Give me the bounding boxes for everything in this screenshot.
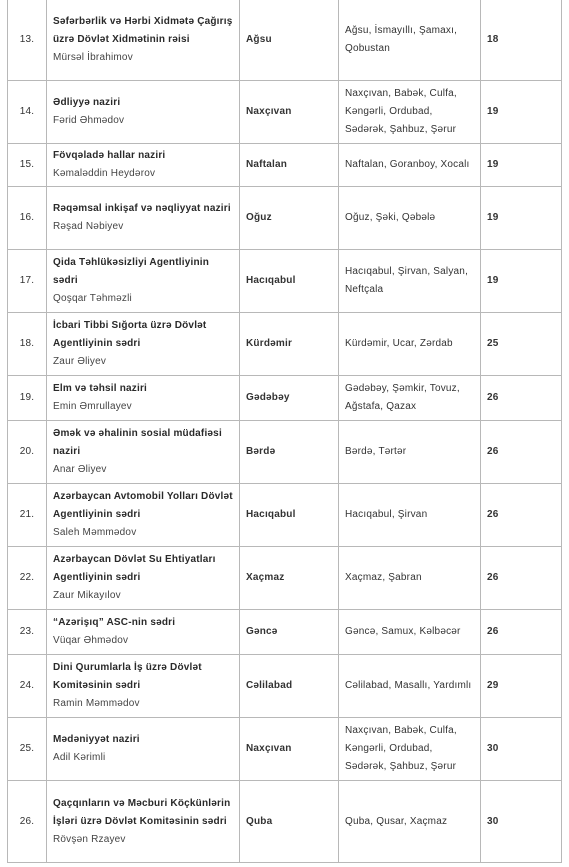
count-cell: 19 [481, 250, 562, 313]
official-position: Azərbaycan Avtomobil Yolları Dövlət Agentliyinin sədri [53, 491, 233, 520]
official-position: Fövqəladə hallar naziri [53, 150, 166, 161]
official-position: Azərbaycan Dövlət Su Ehtiyatları Agentliyinin sədri [53, 554, 216, 583]
official-name: Mürsəl İbrahimov [53, 51, 133, 63]
count-cell: 30 [481, 781, 562, 863]
table-row [8, 421, 562, 484]
district-cell: Kürdəmir [240, 313, 339, 376]
table-row [8, 250, 562, 313]
official-name: Anar Əliyev [53, 464, 107, 475]
district-cell: Xaçmaz [240, 547, 339, 610]
regions-cell: Cəlilabad, Masallı, Yardımlı [339, 655, 481, 718]
official-cell [47, 376, 240, 421]
district-cell: Hacıqabul [240, 484, 339, 547]
row-number: 17. [8, 250, 47, 313]
district-cell: Oğuz [240, 187, 339, 250]
table-row [8, 0, 562, 81]
official-name: Ramin Məmmədov [53, 698, 140, 709]
count-cell: 19 [481, 81, 562, 144]
count-cell: 19 [481, 144, 562, 187]
count-cell: 29 [481, 655, 562, 718]
district-cell: Gəncə [240, 610, 339, 655]
district-cell: Naxçıvan [240, 718, 339, 781]
row-number: 15. [8, 144, 47, 187]
regions-cell: Bərdə, Tərtər [339, 421, 481, 484]
official-cell [47, 187, 240, 250]
official-name: Zaur Əliyev [53, 356, 107, 367]
count-cell: 18 [481, 0, 562, 81]
regions-cell: Kürdəmir, Ucar, Zərdab [339, 313, 481, 376]
official-cell [47, 655, 240, 718]
official-position: İcbari Tibbi Sığorta üzrə Dövlət Agentliyinin sədri [53, 320, 207, 349]
count-cell: 26 [481, 610, 562, 655]
row-number: 22. [8, 547, 47, 610]
official-cell [47, 313, 240, 376]
regions-cell: Gədəbəy, Şəmkir, Tovuz, Ağstafa, Qazax [339, 376, 481, 421]
district-cell: Cəlilabad [240, 655, 339, 718]
official-position: Qida Təhlükəsizliyi Agentliyinin sədri [53, 257, 210, 286]
row-number: 14. [8, 81, 47, 144]
row-number: 26. [8, 781, 47, 863]
official-name: Adil Kərimli [53, 752, 106, 763]
row-number: 21. [8, 484, 47, 547]
official-name: Zaur Mikayılov [53, 590, 121, 601]
official-name: Fərid Əhmədov [53, 115, 125, 126]
regions-cell: Naxçıvan, Babək, Culfa, Kəngərli, Ordubad, Sədərək, Şahbuz, Şərur [339, 81, 481, 144]
row-number: 19. [8, 376, 47, 421]
regions-cell: Ağsu, İsmayıllı, Şamaxı, Qobustan [339, 0, 481, 81]
official-name: Saleh Məmmədov [53, 527, 137, 538]
table-row [8, 187, 562, 250]
official-cell [47, 81, 240, 144]
official-name: Emin Əmrullayev [53, 401, 132, 412]
official-cell [47, 718, 240, 781]
official-name: Qoşqar Təhməzli [53, 293, 132, 304]
count-cell: 26 [481, 421, 562, 484]
district-cell: Quba [240, 781, 339, 863]
table-row [8, 376, 562, 421]
official-position: Mədəniyyət naziri [53, 734, 140, 745]
official-position: Qaçqınların və Məcburi Köçkünlərin İşləri üzrə Dövlət Komitəsinin sədri [53, 797, 231, 827]
row-number: 24. [8, 655, 47, 718]
table-row [8, 81, 562, 144]
table-row [8, 781, 562, 863]
official-cell [47, 547, 240, 610]
official-position: “Azərişıq” ASC-nin sədri [53, 617, 176, 628]
official-cell [47, 610, 240, 655]
table-row [8, 484, 562, 547]
regions-cell: Hacıqabul, Şirvan [339, 484, 481, 547]
official-name: Kəmaləddin Heydərov [53, 168, 156, 179]
official-name: Vüqar Əhmədov [53, 635, 129, 646]
row-number: 16. [8, 187, 47, 250]
district-cell: Naftalan [240, 144, 339, 187]
regions-cell: Hacıqabul, Şirvan, Salyan, Neftçala [339, 250, 481, 313]
regions-cell: Naxçıvan, Babək, Culfa, Kəngərli, Ordubad, Sədərək, Şahbuz, Şərur [339, 718, 481, 781]
table-row [8, 144, 562, 187]
table-body [8, 0, 562, 863]
regions-cell: Gəncə, Samux, Kəlbəcər [339, 610, 481, 655]
district-cell: Bərdə [240, 421, 339, 484]
regions-cell: Xaçmaz, Şabran [339, 547, 481, 610]
district-cell: Ağsu [240, 0, 339, 81]
assignments-table [7, 0, 562, 863]
official-position: Səfərbərlik və Hərbi Xidmətə Çağırış üzrə Dövlət Xidmətinin rəisi [53, 15, 233, 45]
regions-cell: Naftalan, Goranboy, Xocalı [339, 144, 481, 187]
district-cell: Hacıqabul [240, 250, 339, 313]
count-cell: 30 [481, 718, 562, 781]
row-number: 18. [8, 313, 47, 376]
table-row [8, 655, 562, 718]
official-position: Elm və təhsil naziri [53, 383, 148, 394]
official-cell [47, 0, 240, 81]
district-cell: Naxçıvan [240, 81, 339, 144]
official-cell [47, 421, 240, 484]
official-cell [47, 144, 240, 187]
official-name: Rəşad Nəbiyev [53, 221, 124, 232]
count-cell: 26 [481, 547, 562, 610]
official-cell [47, 484, 240, 547]
official-cell [47, 781, 240, 863]
table-row [8, 610, 562, 655]
row-number: 23. [8, 610, 47, 655]
official-position: Dini Qurumlarla İş üzrə Dövlət Komitəsinin sədri [53, 662, 202, 691]
row-number: 20. [8, 421, 47, 484]
table-row [8, 547, 562, 610]
official-position: Əmək və əhalinin sosial müdafiəsi naziri [53, 428, 222, 457]
district-cell: Gədəbəy [240, 376, 339, 421]
count-cell: 26 [481, 484, 562, 547]
regions-cell: Oğuz, Şəki, Qəbələ [339, 187, 481, 250]
table-row [8, 313, 562, 376]
official-cell [47, 250, 240, 313]
official-name: Rövşən Rzayev [53, 833, 126, 845]
official-position: Rəqəmsal inkişaf və nəqliyyat naziri [53, 203, 231, 214]
table-row [8, 718, 562, 781]
count-cell: 19 [481, 187, 562, 250]
count-cell: 25 [481, 313, 562, 376]
count-cell: 26 [481, 376, 562, 421]
row-number: 25. [8, 718, 47, 781]
regions-cell: Quba, Qusar, Xaçmaz [339, 781, 481, 863]
official-position: Ədliyyə naziri [53, 97, 121, 108]
row-number: 13. [8, 0, 47, 81]
